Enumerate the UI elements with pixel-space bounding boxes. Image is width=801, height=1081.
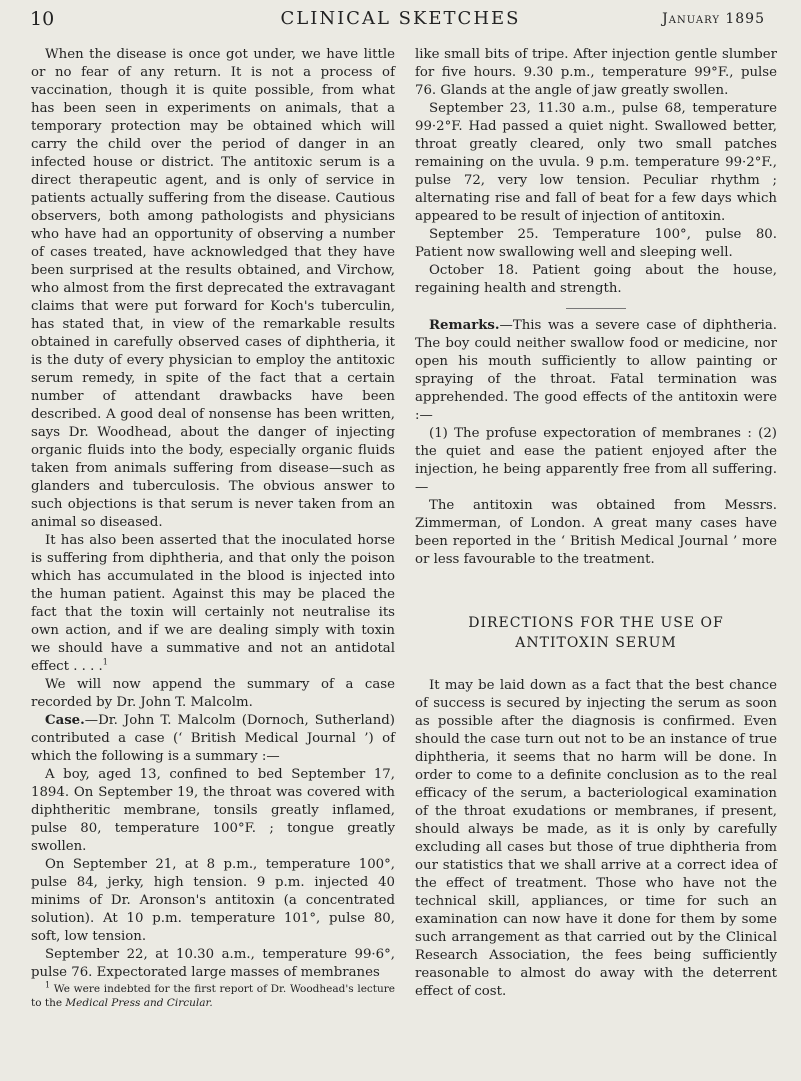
left-column bbox=[31, 46, 395, 1010]
case-intro bbox=[31, 712, 395, 766]
remarks-source: The antitoxin was obtained from Messrs. Zimmerman, of London. A great many cases have been reported in the ‘ British Medical Journal ’ more or less favourable to the treatment. bbox=[415, 498, 777, 567]
footnote-text: We were indebted for the first report of Dr. Woodhead's lecture to the bbox=[31, 983, 395, 1009]
case-paragraph: October 18. Patient going about the house, regaining health and strength. bbox=[415, 263, 777, 296]
section-heading bbox=[415, 613, 777, 653]
paragraph: When the disease is once got under, we have little or no fear of any return. It is not a process of vaccination, though it is quite possible, from what has been seen in experiments on animals, that a temporary protection may be obtained which will carry the child over the period of danger in an infected house or district. The antitoxic serum is a direct therapeutic agent, and is only of service in patients actually suffering from the disease. Cautious observers, both among pathologists and physicians who have had an opportunity of observing a number of cases treated, have acknowledged that they have been surprised at the results obtained, and Virchow, who almost from the first deprecated the extravagant claims that were put forward for Koch's tuberculin, has stated that, in view of the remarkable results obtained in carefully observed cases of diphtheria, it is the duty of every physician to employ the antitoxic serum remedy, in spite of the fact that a certain number of attendant drawbacks have been described. A good deal of nonsense has been written, says Dr. Woodhead, about the danger of injecting organic fluids into the body, especially organic fluids taken from animals suffering from disease—such as glanders and tuberculosis. The obvious answer to such objections is that serum is never taken from an animal so diseased. bbox=[31, 47, 395, 530]
paragraph-text: It has also been asserted that the inoculated horse is suffering from diphtheria, and that only the poison which has accumulated in the blood is injected into the human patient. Against this may be placed the fact that the toxin will certainly not neutralise its own action, and if we are dealing simply with toxin we should have a summative and not an antidotal effect . . . . bbox=[31, 533, 395, 674]
right-column bbox=[415, 46, 777, 1001]
section-paragraph: It may be laid down as a fact that the best chance of success is secured by injecting the serum as soon as possible after the diagnosis is confirmed. Even should the case turn out not to be an instance of true diphtheria, it seems that no harm will be done. In order to come to a definite conclusion as to the real efficacy of the serum, a bacteriological examination of the throat exudations or membranes, if present, should always be made, as it is only by carefully excluding all cases but those of true diphtheria from our statistics that we shall arrive at a correct idea of the effect of treatment. Those who have not the technical skill, appliances, or time for such an examination can now have it done for them by some such arrangement as that carried out by the Clinical Research Association, the fees being sufficiently reasonable to almost do away with the deterrent effect of cost. bbox=[415, 678, 777, 999]
page-header bbox=[0, 2, 801, 42]
section-heading-line: DIRECTIONS FOR THE USE OF bbox=[468, 615, 724, 631]
paragraph: We will now append the summary of a case recorded by Dr. John T. Malcolm. bbox=[31, 677, 395, 710]
footnote-source: Medical Press and Circular. bbox=[65, 997, 213, 1009]
remarks bbox=[415, 317, 777, 425]
section-heading-line: ANTITOXIN SERUM bbox=[515, 635, 677, 651]
case-intro-text: —Dr. John T. Malcolm (Dornoch, Sutherland) contributed a case (‘ British Medical Journal ’) of which the following is a summary :— bbox=[31, 713, 395, 764]
footnote-number: 1 bbox=[45, 980, 51, 990]
case-label: Case. bbox=[45, 713, 85, 728]
remarks-label: Remarks. bbox=[429, 318, 500, 333]
divider bbox=[566, 308, 626, 309]
issue-date: January 1895 bbox=[662, 11, 765, 27]
case-paragraph: September 23, 11.30 a.m., pulse 68, temperature 99·2°F. Had passed a quiet night. Swallowed better, throat greatly cleared, only two small patches remaining on the uvula. 9 p.m. temperature 99·2°F., pulse 72, very low tension. Peculiar rhythm ; alternating rise and fall of beat for a few days which appeared to be result of injection of antitoxin. bbox=[415, 101, 777, 224]
remarks-items: (1) The profuse expectoration of membranes : (2) the quiet and ease the patient enjoyed after the injection, he being apparently free from all suffering.— bbox=[415, 426, 777, 495]
running-title: CLINICAL SKETCHES bbox=[280, 8, 521, 29]
case-paragraph: September 22, at 10.30 a.m., temperature 99·6°, pulse 76. Expectorated large masses of membranes bbox=[31, 947, 395, 980]
case-paragraph: like small bits of tripe. After injection gentle slumber for five hours. 9.30 p.m., temperature 99°F., pulse 76. Glands at the angle of jaw greatly swollen. bbox=[415, 47, 777, 98]
footnote-marker: 1 bbox=[102, 657, 108, 667]
case-paragraph: On September 21, at 8 p.m., temperature 100°, pulse 84, jerky, high tension. 9 p.m. injected 40 minims of Dr. Aronson's antitoxin (a concentrated solution). At 10 p.m. temperature 101°, pulse 80, soft, low tension. bbox=[31, 857, 395, 944]
remarks-text: —This was a severe case of diphtheria. The boy could neither swallow food or medicine, nor open his mouth sufficiently to allow painting or spraying of the throat. Fatal termination was apprehended. The good effects of the antitoxin were :— bbox=[415, 318, 777, 423]
page-number: 10 bbox=[30, 8, 55, 30]
footnote bbox=[31, 982, 395, 1010]
case-paragraph: A boy, aged 13, confined to bed September 17, 1894. On September 19, the throat was covered with diphtheritic membrane, tonsils greatly inflamed, pulse 80, temperature 100°F. ; tongue greatly swollen. bbox=[31, 767, 395, 854]
paragraph bbox=[31, 532, 395, 676]
case-paragraph: September 25. Temperature 100°, pulse 80. Patient now swallowing well and sleeping well. bbox=[415, 227, 777, 260]
